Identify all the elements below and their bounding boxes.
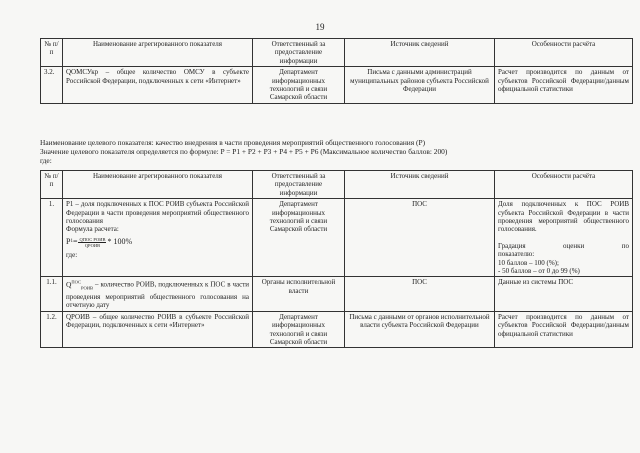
formula-fraction <box>78 237 106 248</box>
features-text: Доля подключенных к ПОС РОИВ субъекта Российской Федерации в части проведения мероприятий общественного голосования. <box>498 200 629 234</box>
header-name: Наименование агрегированного показателя <box>63 39 253 67</box>
where-label: где: <box>40 156 52 165</box>
header-num: № п/п <box>41 39 63 67</box>
responsible-cell: Департамент информационных технологий и связи Самарской области <box>253 67 345 104</box>
source-cell: ПОС <box>345 199 495 277</box>
indicator-symbol: $Q^{ПОС}_{РОИВ}$ <box>66 279 94 291</box>
indicator-name-cell <box>63 277 253 311</box>
formula-denominator: QРОИВ <box>84 242 101 248</box>
row-number: 1. <box>41 199 63 277</box>
source-cell: Письма с данными администраций муниципальных районов субъекта Российской Федерации <box>345 67 495 104</box>
table-row <box>41 277 633 311</box>
table-header-row <box>41 39 633 67</box>
indicator-table-2 <box>40 170 633 348</box>
grade-tail: показателю: <box>498 250 535 259</box>
table-header-row <box>41 171 633 199</box>
formula-label: Формула расчета: <box>66 225 119 234</box>
responsible-cell: Органы исполнительной власти <box>253 277 345 311</box>
responsible-cell: Департамент информационных технологий и связи Самарской области <box>253 311 345 348</box>
indicator-name: QРОИВ – общее количество РОИВ в субъекте Российской Федерации, подключенных к сети «Интернет» <box>63 311 253 348</box>
row-number: 1.2. <box>41 311 63 348</box>
indicator-name-cell <box>63 199 253 277</box>
grade-label: Градация <box>498 241 526 250</box>
header-source: Источник сведений <box>345 171 495 199</box>
header-features: Особенности расчёта <box>495 171 633 199</box>
grade-line <box>498 242 629 250</box>
row-number: 3.2. <box>41 67 63 104</box>
grade-1: 10 баллов – 100 (%); <box>498 258 559 267</box>
table-row <box>41 67 633 104</box>
header-source: Источник сведений <box>345 39 495 67</box>
header-name: Наименование агрегированного показателя <box>63 171 253 199</box>
features-cell: Данные из системы ПОС <box>495 277 633 311</box>
table-row <box>41 311 633 348</box>
features-cell <box>495 199 633 277</box>
header-features: Особенности расчёта <box>495 39 633 67</box>
grade-2: - 50 баллов – от 0 до 99 (%) <box>498 267 580 276</box>
features-cell: Расчет производится по данным от субъектов Российской Федерации/данным официальной статистики <box>495 311 633 348</box>
page-number: 19 <box>315 22 325 32</box>
row-number: 1.1. <box>41 277 63 311</box>
indicator-table-1 <box>40 38 633 104</box>
formula-lhs-sub: 1 <box>70 239 73 245</box>
features-cell: Расчет производится по данным от субъектов Российской Федерации/данным официальной статистики <box>495 67 633 104</box>
target-indicator-formula: Значение целевого показателя определяется по формуле: P = P1 + P2 + P3 + P4 + P5 + P6 (Максимальное количество баллов: 200) <box>40 147 448 156</box>
source-cell: ПОС <box>345 277 495 311</box>
source-cell: Письма с данными от органов исполнительной власти субъекта Российской Федерации <box>345 311 495 348</box>
grade-by: по <box>621 241 629 250</box>
formula-lhs: P <box>66 237 71 247</box>
table-row <box>41 199 633 277</box>
indicator-name: – количество РОИВ, подключенных к ПОС в части проведения мероприятий общественного голосования на отчетную дату <box>66 280 249 310</box>
header-responsible: Ответственный за предоставление информации <box>253 39 345 67</box>
header-num: № п/п <box>41 171 63 199</box>
target-indicator-name: Наименование целевого показателя: качество внедрения в части проведения мероприятий общественного голосования (P) <box>40 138 426 147</box>
formula-numerator: QПОС РОИВ <box>79 236 106 242</box>
header-responsible: Ответственный за предоставление информации <box>253 171 345 199</box>
formula-rhs: * 100% <box>107 237 133 247</box>
indicator-name: QОМСУкр – общее количество ОМСУ в субъекте Российской Федерации, подключенных к сети «Интернет» <box>63 67 253 104</box>
formula: P 1 = $\frac{\text{QПОС РОИВ}}{\text{QРОИВ}}$ * 100% <box>66 236 133 248</box>
responsible-cell: Департамент информационных технологий и связи Самарской области <box>253 199 345 277</box>
where-text: где: <box>66 250 78 259</box>
indicator-name: P1 – доля подключенных к ПОС РОИВ субъекта Российской Федерации в части проведения мероприятий общественного голосования <box>66 200 249 226</box>
grade-word: оценки <box>563 241 585 250</box>
